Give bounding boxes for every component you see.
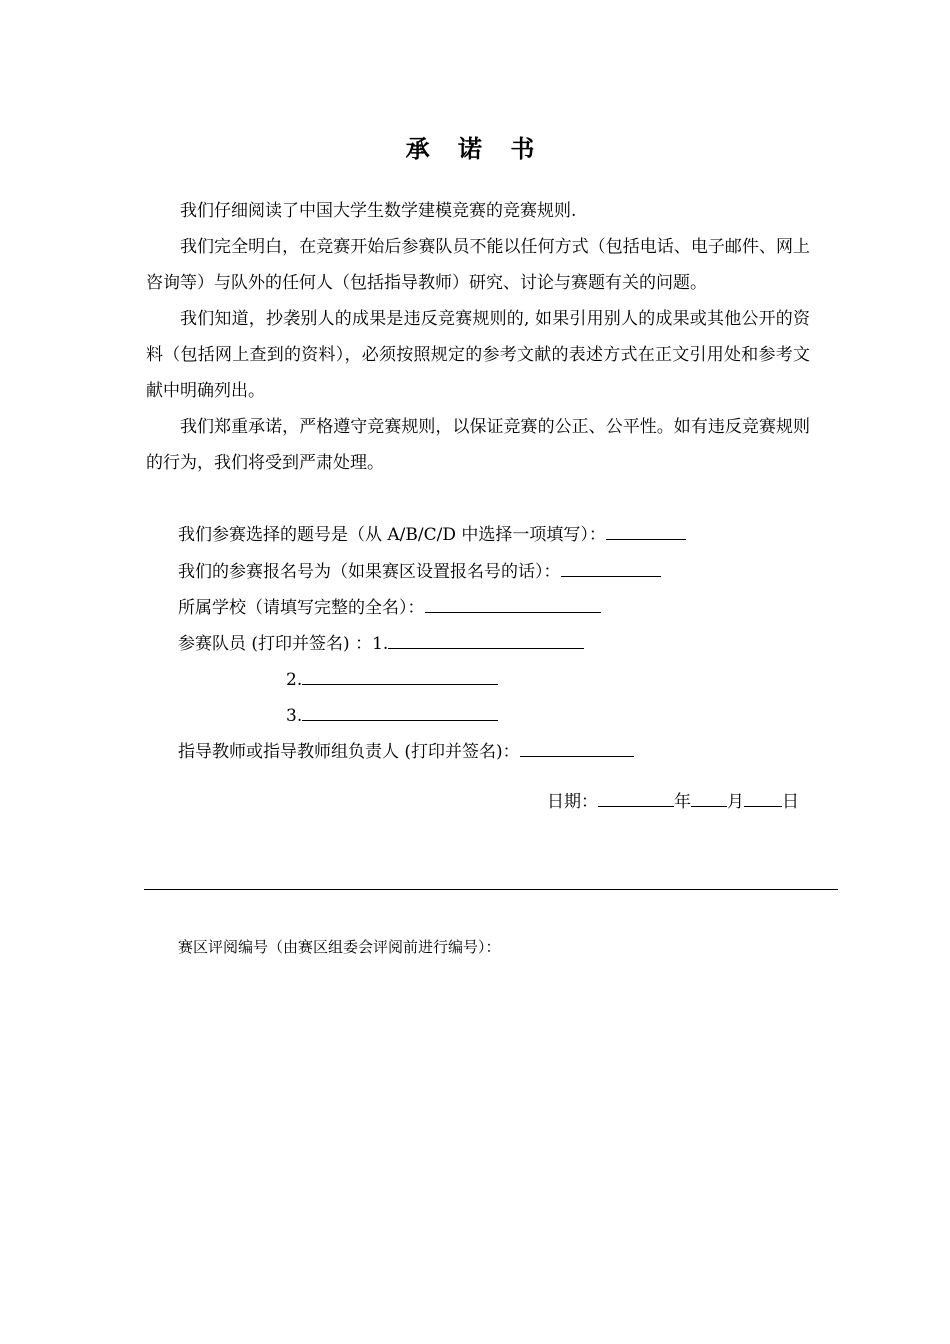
problem-number-row: [178, 521, 686, 548]
review-number-row: [178, 936, 501, 958]
team-members-label: 参赛队员 (打印并签名) ：: [178, 634, 373, 654]
date-row: [547, 788, 799, 815]
review-number-label: 赛区评阅编号（由赛区组委会评阅前进行编号）：: [178, 938, 501, 956]
page-title: 承 诺 书: [405, 134, 545, 163]
paragraph-2: 我们完全明白，在竞赛开始后参赛队员不能以任何方式（包括电话、电子邮件、网上咨询等）与队外的任何人（包括指导教师）研究、讨论与赛题有关的问题。: [146, 237, 810, 293]
paragraph-3: 我们知道，抄袭别人的成果是违反竞赛规则的, 如果引用别人的成果或其他公开的资料（包括网上查到的资料），必须按照规定的参考文献的表述方式在正文引用处和参考文献中明确列出。: [146, 309, 810, 401]
advisor-label: 指导教师或指导教师组负责人 (打印并签名)：: [178, 742, 520, 762]
year-label: 年: [674, 792, 691, 812]
advisor-blank[interactable]: [520, 738, 634, 757]
member-3-blank[interactable]: [302, 702, 498, 721]
school-label: 所属学校（请填写完整的全名）：: [178, 598, 425, 618]
paragraph-1: 我们仔细阅读了中国大学生数学建模竞赛的竞赛规则.: [180, 201, 577, 221]
day-blank[interactable]: [744, 788, 782, 807]
member-2-blank[interactable]: [302, 666, 498, 685]
paragraph-4: 我们郑重承诺，严格遵守竞赛规则，以保证竞赛的公正、公平性。如有违反竞赛规则的行为，我们将受到严肃处理。: [146, 417, 810, 473]
day-label: 日: [782, 792, 799, 812]
member-number-1: 1.: [372, 634, 389, 654]
school-row: [178, 594, 601, 621]
commitment-body: [146, 193, 810, 481]
date-label: 日期：: [547, 792, 598, 812]
registration-number-row: [178, 558, 661, 585]
school-blank[interactable]: [425, 594, 601, 613]
problem-number-label: 我们参赛选择的题号是（从 A/B/C/D 中选择一项填写）：: [178, 525, 606, 545]
member-number-3: 3.: [286, 706, 303, 726]
team-member-row-3: [286, 702, 498, 729]
member-number-2: 2.: [286, 670, 303, 690]
section-divider: [144, 889, 838, 890]
registration-number-label: 我们的参赛报名号为（如果赛区设置报名号的话）：: [178, 562, 561, 582]
month-blank[interactable]: [691, 788, 727, 807]
team-member-row-2: [286, 666, 498, 693]
problem-number-blank[interactable]: [606, 521, 686, 540]
year-blank[interactable]: [598, 788, 674, 807]
month-label: 月: [727, 792, 744, 812]
team-member-row-1: [178, 630, 584, 657]
advisor-row: [178, 738, 634, 765]
registration-number-blank[interactable]: [561, 558, 661, 577]
member-1-blank[interactable]: [388, 630, 584, 649]
